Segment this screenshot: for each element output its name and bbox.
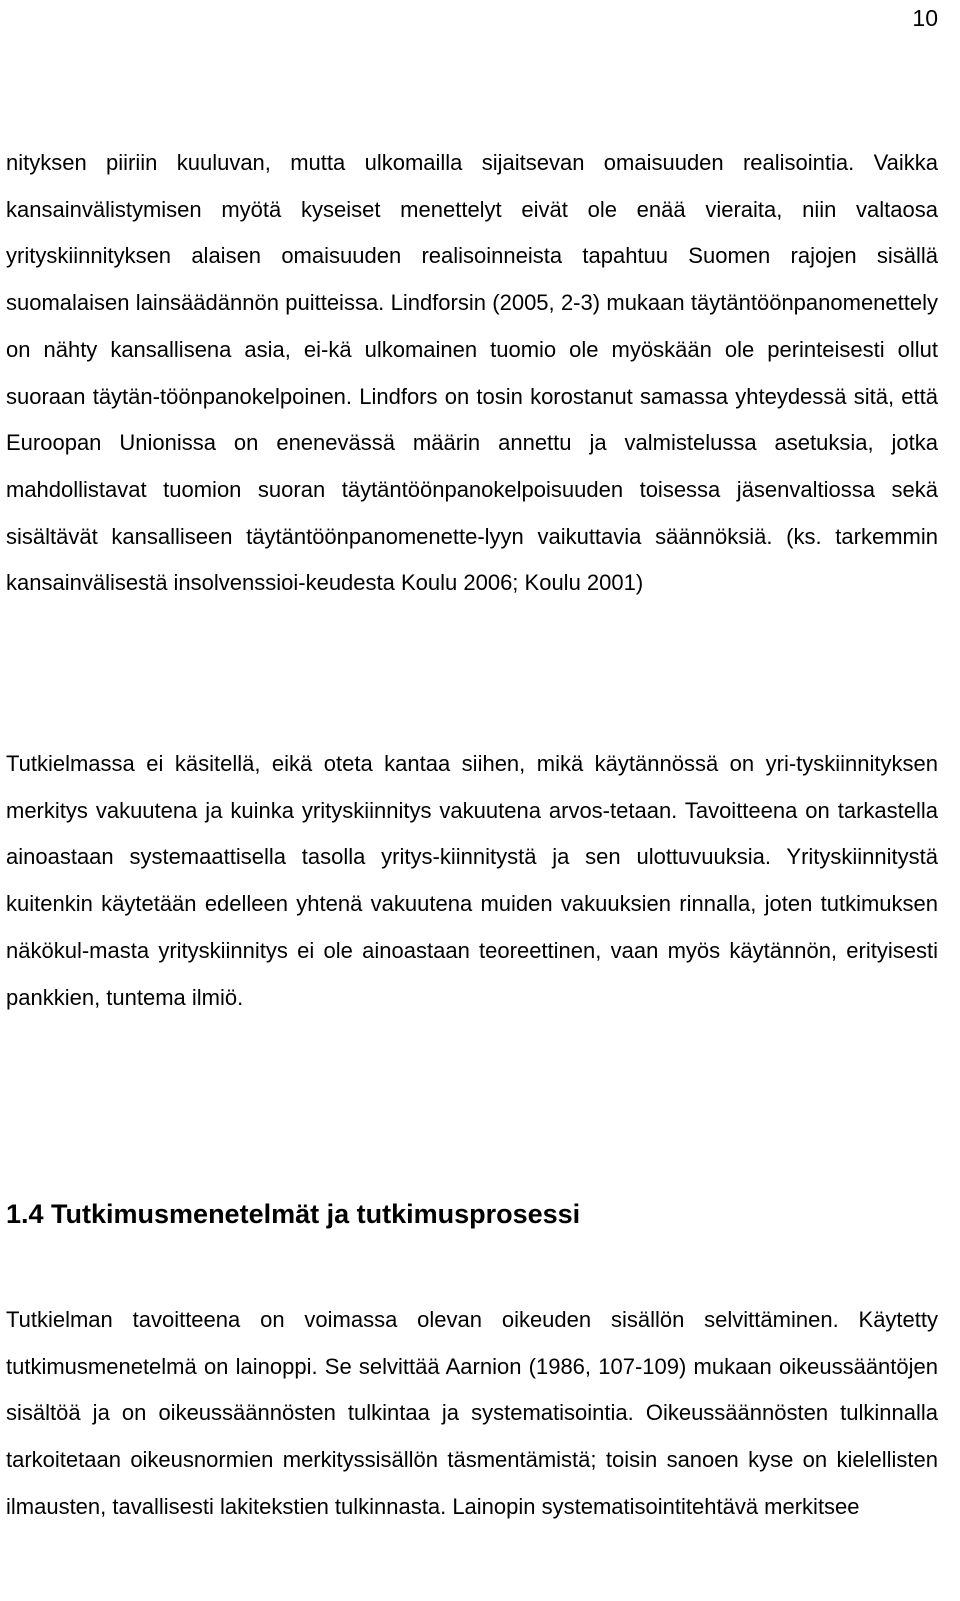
paragraph-scope-limitation: Tutkielmassa ei käsitellä, eikä oteta kantaa siihen, mikä käytännössä on yri-tyskiinnityksen merkitys vakuutena ja kuinka yrityskiinnitys vakuutena arvos-tetaan. Tavoitteena on tarkastella ainoastaan systemaattisella tasolla yritys-kiinnitystä ja sen ulottuvuuksia. Yrityskiinnitystä kuitenkin käytetään edelleen yhtenä vakuutena muiden vakuuksien rinnalla, joten tutkimuksen näkökul-masta yrityskiinnitys ei ole ainoastaan teoreettinen, vaan myös käytännön, erityisesti pankkien, tuntema ilmiö. [6,751,938,1010]
page-number: 10 [912,5,938,31]
paragraph-enforcement-abroad: nityksen piiriin kuuluvan, mutta ulkomailla sijaitsevan omaisuuden realisointia. Vaikka kansainvälistymisen myötä kyseiset menettelyt eivät ole enää vieraita, niin valtaosa yrityskiinnityksen alaisen omaisuuden realisoinneista tapahtuu Suomen rajojen sisällä suomalaisen lainsäädännön puitteissa. Lindforsin (2005, 2-3) mukaan täytäntöönpanomenettely on nähty kansallisena asia, ei-kä ulkomainen tuomio ole myöskään ole perinteisesti ollut suoraan täytän-töönpanokelpoinen. Lindfors on tosin korostanut samassa yhteydessä sitä, että Euroopan Unionissa on enenevässä määrin annettu ja valmistelussa asetuksia, jotka mahdollistavat tuomion suoran täytäntöönpanokelpoisuuden toisessa jäsenvaltiossa sekä sisältävät kansalliseen täytäntöönpanomenette-lyyn vaikuttavia säännöksiä. (ks. tarkemmin kansainvälisestä insolvenssioi-keudesta Koulu 2006; Koulu 2001) [6,150,938,596]
paragraph-research-method: Tutkielman tavoitteena on voimassa olevan oikeuden sisällön selvittäminen. Käytetty tutkimusmenetelmä on lainoppi. Se selvittää Aarnion (1986, 107-109) mukaan oikeussääntöjen sisältöä ja on oikeussäännösten tulkintaa ja systematisointia. Oikeussäännösten tulkinnalla tarkoitetaan oikeusnormien merkityssisällön täsmentämistä; toisin sanoen kyse on kielellisten ilmausten, tavallisesti lakitekstien tulkinnasta. Lainopin systematisointitehtävä merkitsee [6,1307,938,1519]
section-heading: 1.4 Tutkimusmenetelmät ja tutkimusprosessi [6,1199,581,1229]
